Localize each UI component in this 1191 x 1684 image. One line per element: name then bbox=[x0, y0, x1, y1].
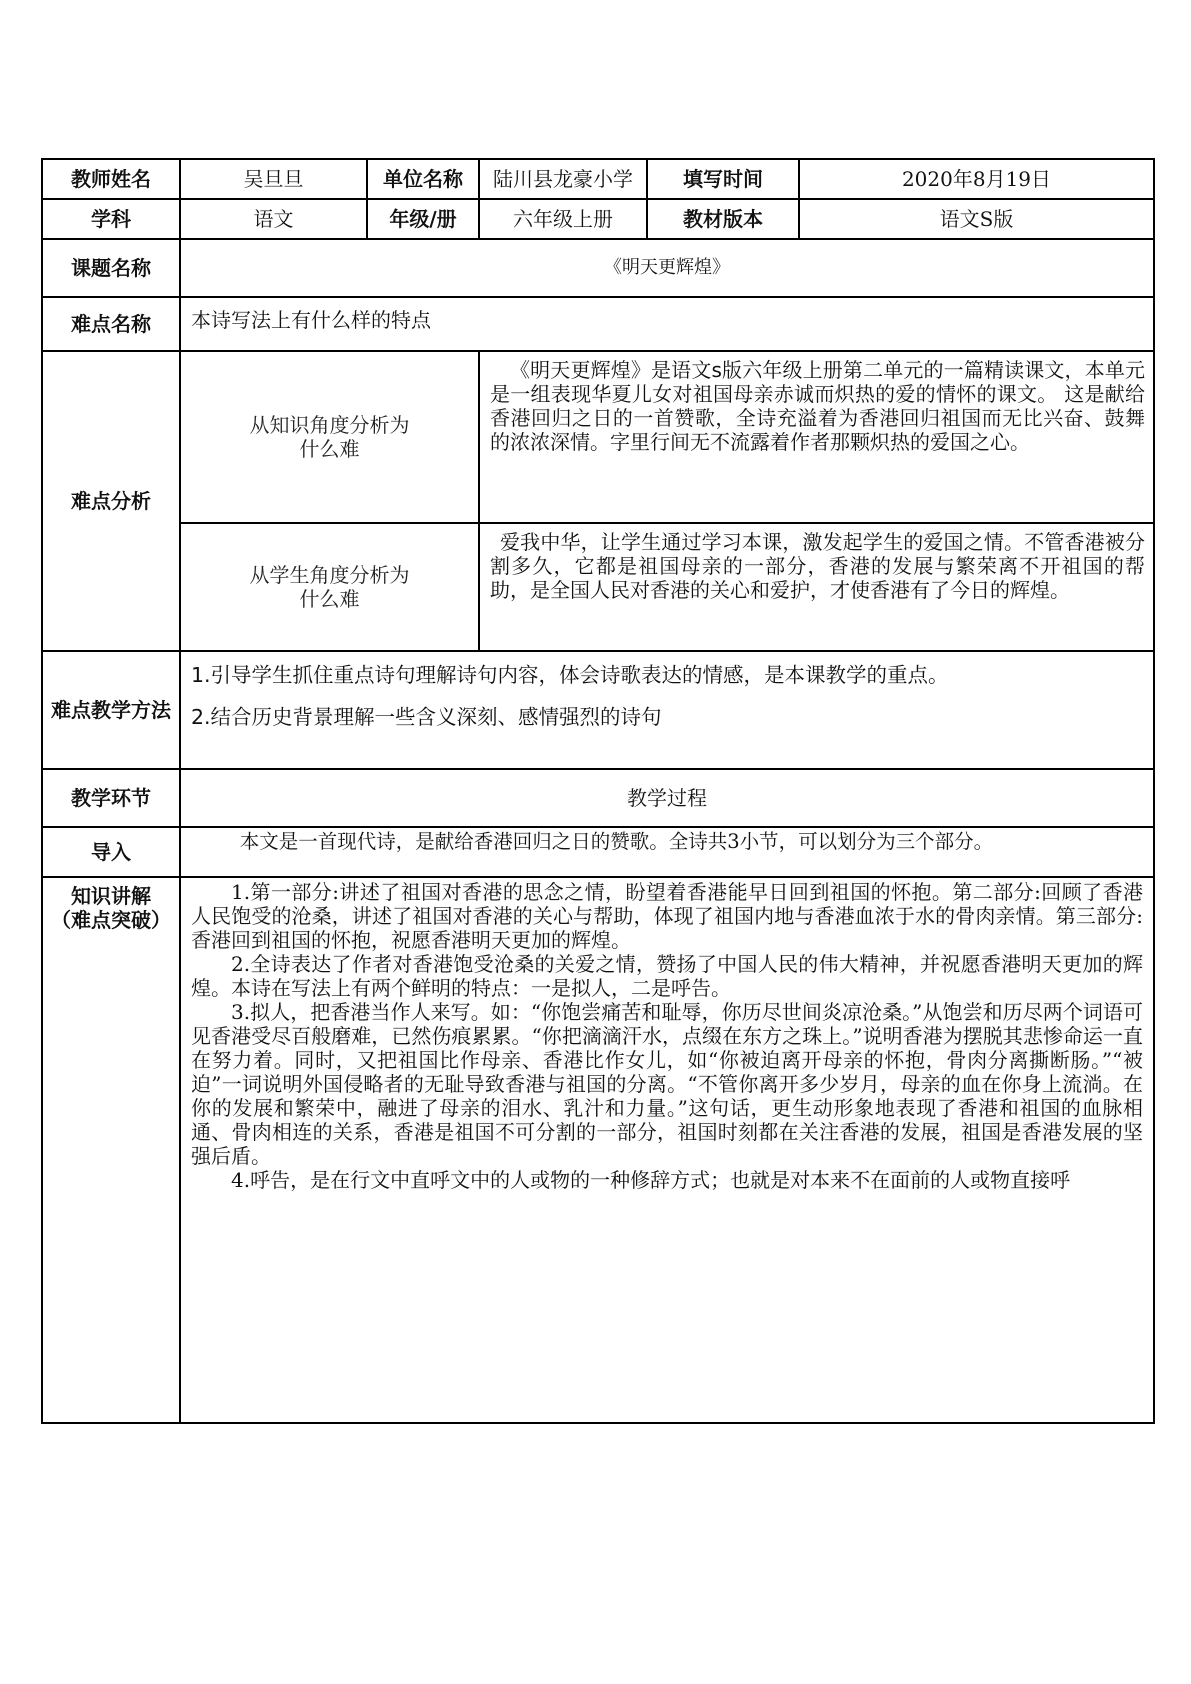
topic-label: 课题名称 bbox=[42, 239, 180, 297]
edition-value: 语文S版 bbox=[799, 199, 1154, 239]
process-label: 教学环节 bbox=[42, 769, 180, 827]
analysis-knowledge-row bbox=[42, 351, 1154, 523]
teacher-name-label: 教师姓名 bbox=[42, 159, 180, 199]
student-angle-text: 爱我中华，让学生通过学习本课，激发起学生的爱国之情。不管香港被分割多久，它都是祖国母亲的一部分，香港的发展与繁荣离不开祖国的帮助，是全国人民对香港的关心和爱护，才使香港有了今日的辉煌。 bbox=[479, 523, 1154, 651]
knowledge-paragraph-3: 3.拟人，把香港当作人来写。如：“你饱尝痛苦和耻辱，你历尽世间炎凉沧桑。”从饱尝和历尽两个词语可见香港受尽百般磨难，已然伤痕累累。“你把滴滴汗水，点缀在东方之珠上。”说明香港为摆脱其悲惨命运一直在努力着。同时，又把祖国比作母亲、香港比作女儿，如“你被迫离开母亲的怀抱，骨肉分离撕断肠。”“被迫”一词说明外国侵略者的无耻导致香港与祖国的分离。“不管你离开多少岁月，母亲的血在你身上流淌。在你的发展和繁荣中，融进了母亲的泪水、乳汁和力量。”这句话，更生动形象地表现了香港和祖国的血脉相通、骨肉相连的关系，香港是祖国不可分割的一部分，祖国时刻都在关注香港的发展，祖国是香港发展的坚强后盾。 bbox=[191, 1000, 1143, 1168]
knowledge-paragraph-4: 4.呼告，是在行文中直呼文中的人或物的一种修辞方式；也就是对本来不在面前的人或物直接呼 bbox=[231, 1168, 1071, 1192]
difficulty-value: 本诗写法上有什么样的特点 bbox=[180, 297, 1154, 351]
knowledge-label-line1: 知识讲解 bbox=[71, 884, 151, 908]
student-angle-label-line1: 从学生角度分析为 bbox=[249, 563, 410, 587]
method-content bbox=[180, 651, 1154, 769]
topic-row bbox=[42, 239, 1154, 297]
difficulty-label: 难点名称 bbox=[42, 297, 180, 351]
intro-label: 导入 bbox=[42, 827, 180, 877]
lesson-plan-table bbox=[41, 158, 1155, 1424]
knowledge-angle-label-line1: 从知识角度分析为 bbox=[249, 413, 410, 437]
knowledge-label-line2: （难点突破） bbox=[51, 908, 171, 932]
method-item-2: 2.结合历史背景理解一些含义深刻、感情强烈的诗句 bbox=[191, 705, 662, 729]
intro-row bbox=[42, 827, 1154, 877]
knowledge-row bbox=[42, 877, 1154, 1423]
subject-value: 语文 bbox=[180, 199, 367, 239]
student-angle-label bbox=[180, 523, 479, 651]
unit-name-label: 单位名称 bbox=[367, 159, 479, 199]
intro-value: 本文是一首现代诗，是献给香港回归之日的赞歌。全诗共3小节，可以划分为三个部分。 bbox=[180, 827, 1154, 877]
process-value: 教学过程 bbox=[180, 769, 1154, 827]
knowledge-angle-text: 《明天更辉煌》是语文s版六年级上册第二单元的一篇精读课文，本单元是一组表现华夏儿女对祖国母亲赤诚而炽热的爱的情怀的课文。 这是献给香港回归之日的一首赞歌，全诗充溢着为香港回归祖国而无比兴奋、鼓舞的浓浓深情。字里行间无不流露着作者那颗炽热的爱国之心。 bbox=[479, 351, 1154, 523]
teacher-name-value: 吴旦旦 bbox=[180, 159, 367, 199]
analysis-student-row bbox=[42, 523, 1154, 651]
method-row bbox=[42, 651, 1154, 769]
topic-value: 《明天更辉煌》 bbox=[180, 239, 1154, 297]
process-row bbox=[42, 769, 1154, 827]
knowledge-paragraph-1: 1.第一部分:讲述了祖国对香港的思念之情，盼望着香港能早日回到祖国的怀抱。第二部分:回顾了香港人民饱受的沧桑，讲述了祖国对香港的关心与帮助，体现了祖国内地与香港血浓于水的骨肉亲情。第三部分:香港回到祖国的怀抱，祝愿香港明天更加的辉煌。 bbox=[191, 880, 1143, 952]
knowledge-angle-label-line2: 什么难 bbox=[299, 437, 360, 461]
knowledge-label bbox=[42, 877, 180, 1423]
knowledge-content bbox=[180, 877, 1154, 1423]
subject-label: 学科 bbox=[42, 199, 180, 239]
grade-label: 年级/册 bbox=[367, 199, 479, 239]
knowledge-paragraph-2: 2.全诗表达了作者对香港饱受沧桑的关爱之情，赞扬了中国人民的伟大精神，并祝愿香港明天更加的辉煌。本诗在写法上有两个鲜明的特点：一是拟人，二是呼告。 bbox=[191, 952, 1143, 1000]
fill-date-label: 填写时间 bbox=[647, 159, 799, 199]
fill-date-value: 2020年8月19日 bbox=[799, 159, 1154, 199]
student-angle-label-line2: 什么难 bbox=[299, 587, 360, 611]
header-row-2 bbox=[42, 199, 1154, 239]
analysis-label: 难点分析 bbox=[42, 351, 180, 651]
knowledge-angle-label bbox=[180, 351, 479, 523]
method-item-1: 1.引导学生抓住重点诗句理解诗句内容，体会诗歌表达的情感，是本课教学的重点。 bbox=[191, 663, 949, 687]
header-row-1 bbox=[42, 159, 1154, 199]
difficulty-row bbox=[42, 297, 1154, 351]
method-label: 难点教学方法 bbox=[42, 651, 180, 769]
unit-name-value: 陆川县龙豪小学 bbox=[479, 159, 647, 199]
grade-value: 六年级上册 bbox=[479, 199, 647, 239]
edition-label: 教材版本 bbox=[647, 199, 799, 239]
